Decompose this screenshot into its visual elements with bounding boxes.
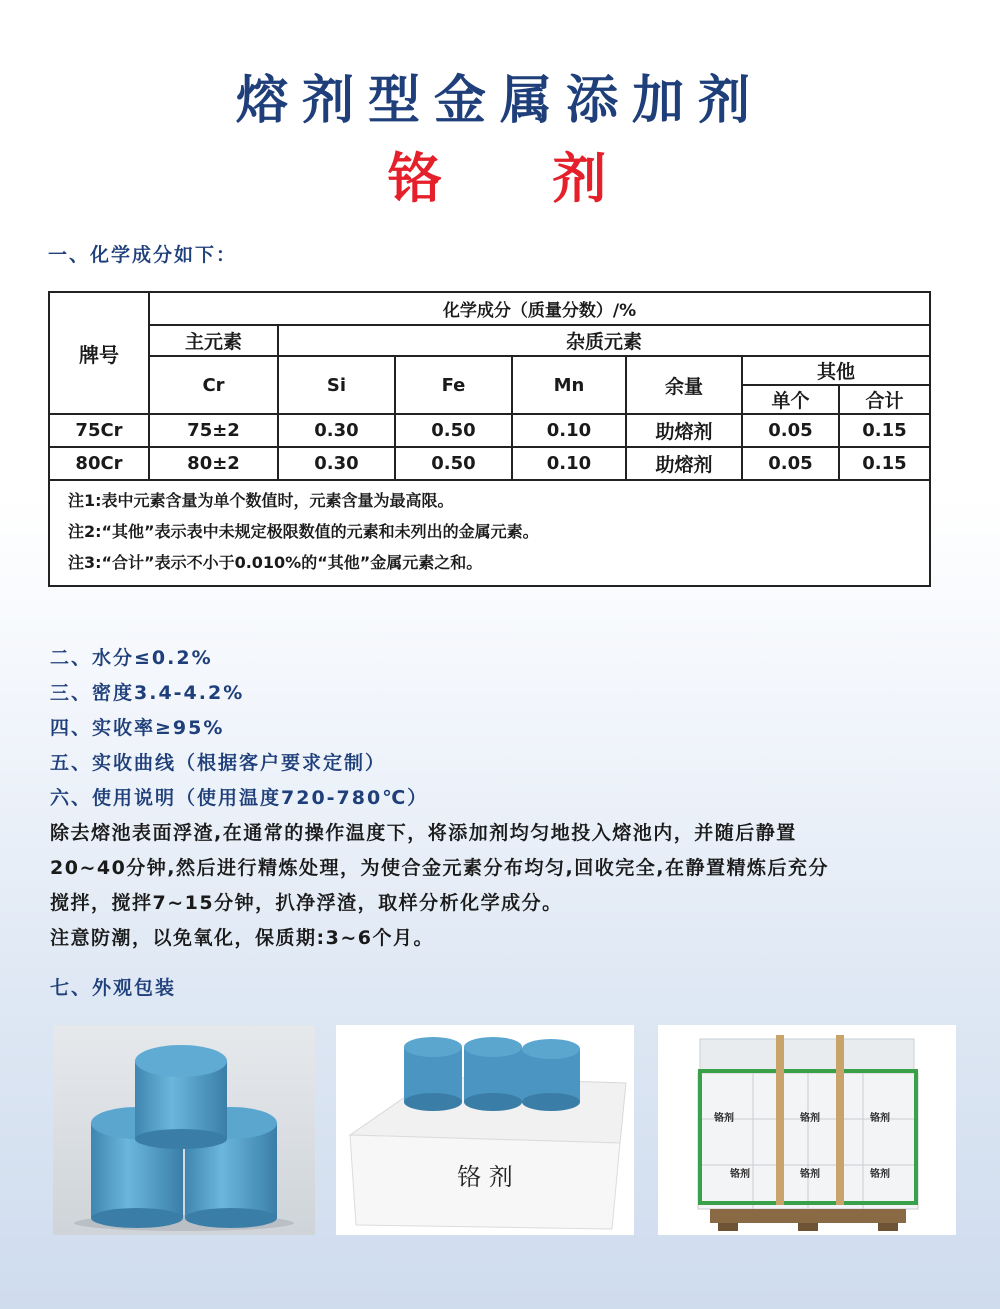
- spec-moisture: 二、水分≤0.2%: [50, 647, 213, 669]
- col-fe: Fe: [395, 356, 512, 414]
- table-notes: [68, 485, 918, 578]
- col-si: Si: [278, 356, 395, 414]
- spec-usage: 六、使用说明（使用温度720-780℃）: [50, 787, 429, 809]
- photo-pallet: [658, 1025, 956, 1235]
- note-1: 注1:表中元素含量为单个数值时，元素含量为最高限。: [68, 491, 454, 510]
- spec-curve: 五、实收曲线（根据客户要求定制）: [50, 752, 387, 774]
- pallet-label-2: 铬剂: [800, 1113, 820, 1124]
- row-75cr-si: 0.30: [278, 414, 395, 447]
- section-chemical-heading: 一、化学成分如下：: [48, 244, 238, 266]
- note-2: 注2:“其他”表示表中未规定极限数值的元素和未列出的金属元素。: [68, 522, 539, 541]
- pallet-label-4: 铬剂: [730, 1169, 750, 1180]
- row-80cr-single: 0.05: [742, 447, 839, 480]
- section-packaging-heading: 七、外观包装: [50, 977, 177, 999]
- col-mn: Mn: [512, 356, 626, 414]
- instruction-line-4: 注意防潮，以免氧化，保质期:3~6个月。: [50, 927, 434, 949]
- composition-table-box: [48, 291, 931, 587]
- photo-product-stack: [53, 1025, 315, 1235]
- pallet-label-3: 铬剂: [870, 1113, 890, 1124]
- row-80cr-mn: 0.10: [512, 447, 626, 480]
- main-element-header: 主元素: [149, 325, 278, 356]
- row-80cr-fe: 0.50: [395, 447, 512, 480]
- product-name: 铬 剂: [387, 147, 653, 210]
- note-3: 注3:“合计”表示不小于0.010%的“其他”金属元素之和。: [68, 553, 483, 572]
- other-header: 其他: [742, 356, 929, 385]
- row-80cr-cr: 80±2: [149, 447, 278, 480]
- brand-header: 牌号: [50, 293, 149, 414]
- pallet-label-1: 铬剂: [714, 1113, 734, 1124]
- usage-instructions: [50, 816, 950, 956]
- spec-yield: 四、实收率≥95%: [50, 717, 225, 739]
- composition-header: 化学成分（质量分数）/%: [149, 293, 929, 325]
- row-80cr-total: 0.15: [839, 447, 929, 480]
- instruction-line-3: 搅拌，搅拌7~15分钟，扒净浮渣，取样分析化学成分。: [50, 892, 563, 914]
- pallet-label-6: 铬剂: [870, 1169, 890, 1180]
- row-75cr-single: 0.05: [742, 414, 839, 447]
- col-balance: 余量: [626, 356, 742, 414]
- row-75cr-mn: 0.10: [512, 414, 626, 447]
- instruction-line-2: 20~40分钟,然后进行精炼处理，为使合金元素分布均匀,回收完全,在静置精炼后充分: [50, 857, 829, 879]
- row-75cr-total: 0.15: [839, 414, 929, 447]
- col-cr: Cr: [149, 356, 278, 414]
- composition-table: [50, 293, 929, 481]
- row-80cr-balance: 助熔剂: [626, 447, 742, 480]
- row-75cr-brand: 75Cr: [50, 414, 149, 447]
- page-title: 熔剂型金属添加剂: [235, 71, 764, 131]
- box-label: 铬 剂: [457, 1163, 513, 1191]
- total-header: 合计: [839, 385, 929, 414]
- row-80cr-brand: 80Cr: [50, 447, 149, 480]
- instruction-line-1: 除去熔池表面浮渣,在通常的操作温度下，将添加剂均匀地投入熔池内，并随后静置: [50, 822, 797, 844]
- single-header: 单个: [742, 385, 839, 414]
- row-80cr-si: 0.30: [278, 447, 395, 480]
- photo-product-box: [336, 1025, 634, 1235]
- row-75cr-balance: 助熔剂: [626, 414, 742, 447]
- pallet-label-5: 铬剂: [800, 1169, 820, 1180]
- spec-density: 三、密度3.4-4.2%: [50, 682, 245, 704]
- row-75cr-cr: 75±2: [149, 414, 278, 447]
- row-75cr-fe: 0.50: [395, 414, 512, 447]
- impurity-header: 杂质元素: [278, 325, 929, 356]
